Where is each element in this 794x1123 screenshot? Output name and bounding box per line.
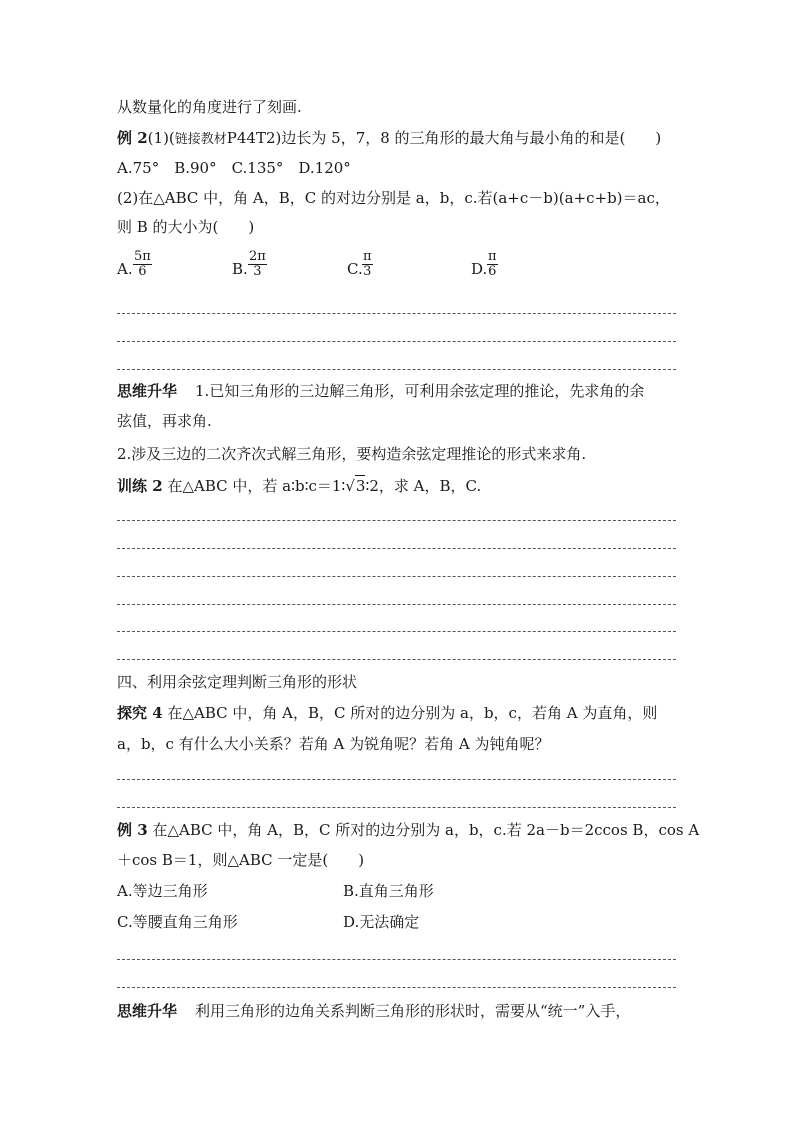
sqrt-icon: √: [345, 477, 355, 495]
thinking-summary-text: 1.已知三角形的三边解三角形，可利用余弦定理的推论，先求角的余: [195, 382, 645, 400]
option-b-denominator: 3: [253, 264, 262, 279]
training-2-label: 训练 2: [117, 477, 163, 495]
answer-line: [117, 604, 676, 605]
example-2-question: P44T2)边长为 5，7，8 的三角形的最大角与最小角的和是( ): [226, 129, 662, 147]
option-a-denominator: 6: [138, 264, 147, 279]
option-c-denominator: 3: [363, 264, 372, 279]
answer-line: [117, 313, 676, 314]
training-2-text-pre: 在△ABC 中，若 a∶b∶c＝1∶: [167, 477, 346, 495]
example-3-label: 例 3: [117, 821, 148, 839]
answer-line: [117, 369, 676, 370]
example-3-text: 在△ABC 中，角 A，B，C 所对的边分别为 a，b，c.若 2a－b＝2ccos B，cos A: [152, 821, 700, 839]
answer-line: [117, 987, 676, 988]
answer-line: [117, 576, 676, 577]
example-2-part-1-options: A.75° B.90° C.135° D.120°: [117, 159, 351, 177]
thinking-summary-2-text: 利用三角形的边角关系判断三角形的形状时，需要从“统一”入手，: [195, 1002, 631, 1020]
explore-4-line-2: a，b，c 有什么大小关系？若角 A 为锐角呢？若角 A 为钝角呢？: [117, 735, 550, 753]
answer-line: [117, 548, 676, 549]
example-2-label: 例 2: [117, 129, 148, 147]
example-3-option-c: C.等腰直角三角形: [117, 913, 238, 931]
training-2: [117, 475, 481, 496]
option-c-numerator: π: [363, 249, 372, 264]
intro-line: 从数量化的角度进行了刻画.: [117, 98, 302, 116]
answer-line: [117, 959, 676, 960]
example-2-part-2-line-1: (2)在△ABC 中，角 A，B，C 的对边分别是 a，b，c.若(a+c－b)(a+c+b)＝ac，: [117, 189, 670, 207]
training-2-text-post: ∶2，求 A，B，C.: [365, 477, 482, 495]
answer-line: [117, 807, 676, 808]
explore-4-label: 探究 4: [117, 704, 163, 722]
example-3-line-2: ＋cos B＝1，则△ABC 一定是( ): [117, 851, 365, 869]
answer-line: [117, 779, 676, 780]
option-a-label: A.: [117, 260, 133, 278]
answer-line: [117, 631, 676, 632]
example-2-part-1: [117, 128, 661, 150]
answer-line: [117, 520, 676, 521]
option-c-label: C.: [347, 260, 363, 278]
example-2-part-2-line-2: 则 B 的大小为( ): [117, 218, 255, 236]
example-3-line-1: [117, 820, 699, 840]
option-d-denominator: 6: [488, 264, 497, 279]
option-b-numerator: 2π: [249, 249, 266, 264]
example-3-option-a: A.等边三角形: [117, 882, 208, 900]
thinking-summary-2: [117, 1001, 630, 1021]
option-d-label: D.: [471, 260, 488, 278]
option-a-numerator: 5π: [134, 249, 151, 264]
option-d-numerator: π: [488, 249, 497, 264]
example-2-prefix: (1)(: [147, 129, 175, 147]
answer-line: [117, 341, 676, 342]
section-4-heading: 四、利用余弦定理判断三角形的形状: [117, 673, 358, 691]
thinking-summary-2-title: 思维升华: [117, 1002, 178, 1020]
sqrt-radicand: 3: [355, 477, 366, 495]
thinking-summary-title: 思维升华: [117, 382, 178, 400]
explore-4-line-1: [117, 703, 657, 723]
explore-4-text: 在△ABC 中，角 A，B，C 所对的边分别为 a，b，c，若角 A 为直角，则: [167, 704, 658, 722]
option-b-label: B.: [232, 260, 248, 278]
example-3-option-d: D.无法确定: [343, 913, 420, 931]
thinking-summary-1-line-2: 弦值，再求角.: [117, 412, 212, 430]
thinking-summary-1-line-3: 2.涉及三边的二次齐次式解三角形，要构造余弦定理推论的形式来求角.: [117, 445, 587, 463]
option-b-fraction: [248, 250, 267, 279]
example-3-option-b: B.直角三角形: [343, 882, 434, 900]
option-a-fraction: [133, 250, 152, 279]
option-c-fraction: [362, 250, 373, 279]
answer-line: [117, 659, 676, 660]
textbook-link: 链接教材: [174, 132, 227, 147]
option-d-fraction: [487, 250, 498, 279]
thinking-summary-1-line-1: [117, 381, 644, 401]
